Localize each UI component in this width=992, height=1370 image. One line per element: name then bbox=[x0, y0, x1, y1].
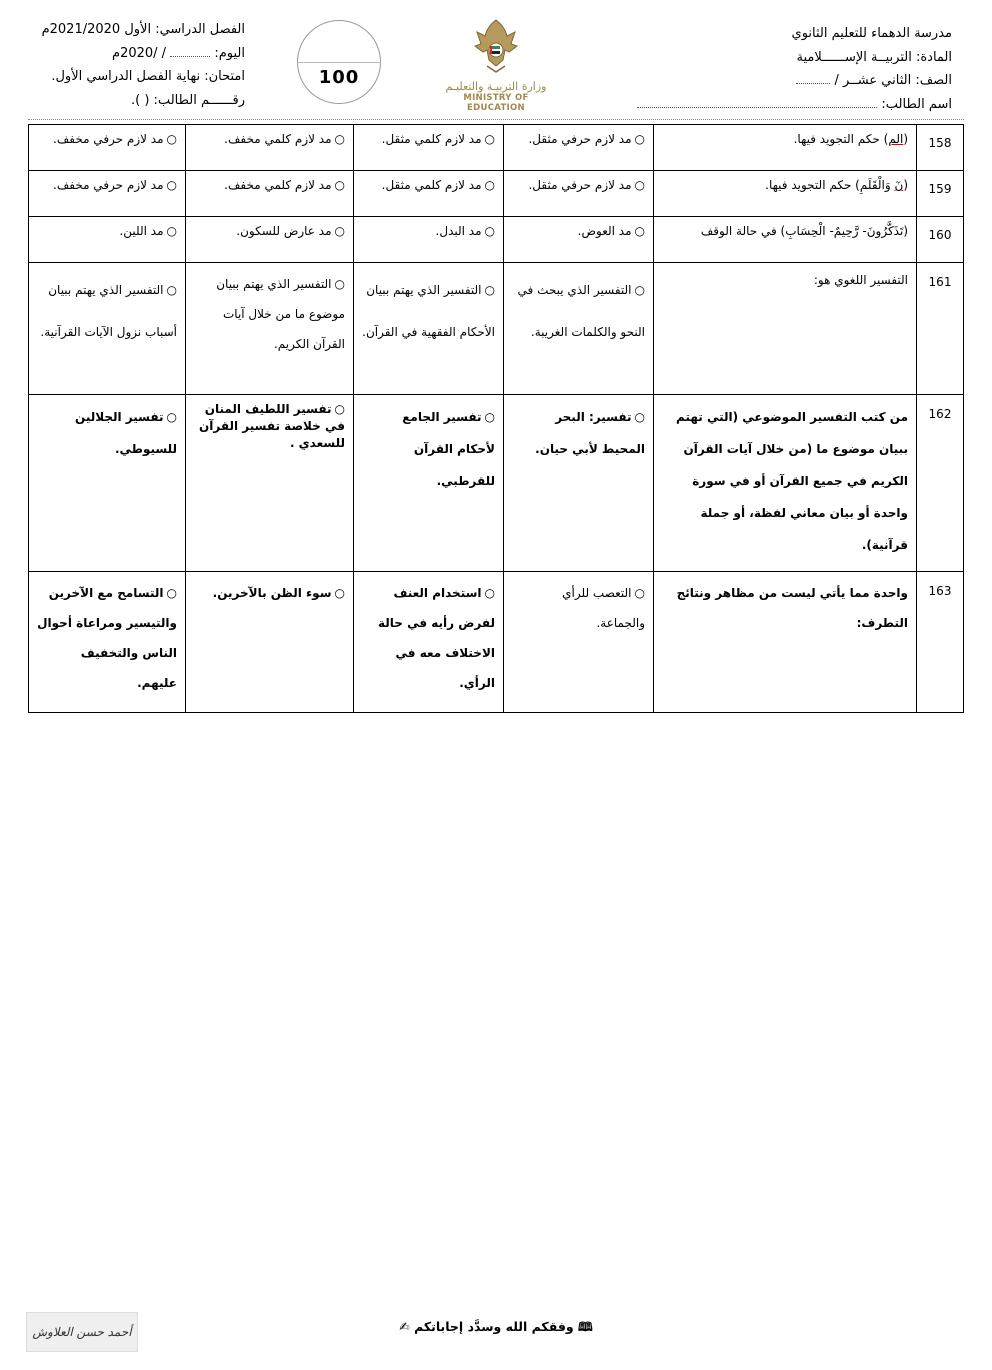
option-label: التفسير الذي يهتم ببيان الأحكام الفقهية في القرآن. bbox=[362, 283, 495, 339]
option-1[interactable] bbox=[504, 217, 654, 263]
radio-circle-icon: ○ bbox=[484, 224, 495, 238]
footer-message bbox=[0, 1318, 992, 1339]
radio-circle-icon: ○ bbox=[484, 178, 495, 192]
question-number: 160 bbox=[917, 217, 964, 263]
stem-text: وَالْقَلَمِ) حكم التجويد فيها. bbox=[765, 178, 895, 192]
radio-circle-icon: ○ bbox=[166, 178, 177, 192]
option-label: مد لازم كلمي مخفف. bbox=[224, 132, 332, 146]
score-divider bbox=[297, 62, 381, 63]
option-2[interactable] bbox=[354, 125, 504, 171]
radio-circle-icon: ○ bbox=[166, 224, 177, 238]
question-row-161 bbox=[29, 263, 964, 395]
semester-label: الفصل الدراسي: الأول 2021/2020م bbox=[41, 22, 245, 37]
option-4[interactable] bbox=[29, 125, 186, 171]
radio-circle-icon: ○ bbox=[484, 283, 495, 297]
radio-circle-icon: ○ bbox=[334, 402, 345, 416]
stem-marked-word: الم bbox=[888, 132, 904, 146]
question-row-159 bbox=[29, 171, 964, 217]
option-4[interactable] bbox=[29, 263, 186, 395]
ministry-logo bbox=[436, 16, 556, 113]
student-name-blank bbox=[637, 95, 877, 108]
ministry-name-ar: وزارة التربيـة والتعليـم bbox=[445, 80, 547, 93]
question-number: 162 bbox=[917, 395, 964, 572]
question-number: 163 bbox=[917, 572, 964, 713]
option-3[interactable] bbox=[186, 217, 354, 263]
subject-label: المادة: التربيــة الإســــــلامية bbox=[796, 49, 952, 65]
pen-icon: ✍ bbox=[399, 1319, 410, 1334]
book-icon: 🕮 bbox=[578, 1319, 593, 1334]
option-label: مد عارض للسكون. bbox=[236, 224, 332, 238]
option-label: تفسير الجلالين للسيوطي. bbox=[75, 410, 177, 456]
questions-table bbox=[28, 124, 964, 713]
score-circle bbox=[297, 20, 381, 104]
stem-marked-word: نٓ bbox=[894, 178, 904, 192]
question-row-163 bbox=[29, 572, 964, 713]
question-stem bbox=[654, 125, 917, 171]
option-label: مد لازم حرفي مثقل. bbox=[528, 132, 632, 146]
radio-circle-icon: ○ bbox=[334, 224, 345, 238]
option-1[interactable] bbox=[504, 263, 654, 395]
option-label: تفسير اللطيف المنان في خلاصة تفسير القرآن للسعدي . bbox=[199, 402, 345, 450]
exam-label: امتحان: نهاية الفصل الدراسي الأول. bbox=[51, 69, 245, 84]
option-1[interactable] bbox=[504, 171, 654, 217]
student-number-label: رقــــــم الطالب: ( ). bbox=[131, 92, 245, 108]
option-label: التفسير الذي يهتم ببيان موضوع ما من خلال آيات القرآن الكريم. bbox=[216, 277, 345, 351]
question-row-162 bbox=[29, 395, 964, 572]
uae-emblem-icon bbox=[473, 16, 519, 76]
option-label: تفسير الجامع لأحكام القرآن للقرطبي. bbox=[402, 410, 495, 488]
day-date-field bbox=[30, 42, 245, 66]
question-stem: (تَذَكَّرُونَ- رَّحِيمٌ- الْحِسَابِ) في حالة الوقف bbox=[654, 217, 917, 263]
radio-circle-icon: ○ bbox=[634, 410, 645, 424]
radio-circle-icon: ○ bbox=[484, 410, 495, 424]
date-label: / /2020م bbox=[112, 45, 167, 61]
exam-info bbox=[30, 18, 245, 112]
option-label: التفسير الذي يهتم ببيان أسباب نزول الآيات القرآنية. bbox=[40, 283, 177, 339]
question-row-160 bbox=[29, 217, 964, 263]
radio-circle-icon: ○ bbox=[334, 132, 345, 146]
option-label: التسامح مع الآخرين والتيسير ومراعاة أحوال الناس والتخفيف عليهم. bbox=[37, 586, 177, 690]
student-name-label: اسم الطالب: bbox=[881, 96, 952, 112]
ministry-name-en: MINISTRY OF EDUCATION bbox=[463, 93, 529, 113]
radio-circle-icon: ○ bbox=[166, 283, 177, 297]
option-1[interactable] bbox=[504, 125, 654, 171]
option-label: مد لازم حرفي مخفف. bbox=[53, 178, 164, 192]
radio-circle-icon: ○ bbox=[634, 132, 645, 146]
header-separator bbox=[28, 119, 964, 120]
question-number: 159 bbox=[917, 171, 964, 217]
option-3[interactable] bbox=[186, 125, 354, 171]
option-2[interactable] bbox=[354, 263, 504, 395]
radio-circle-icon: ○ bbox=[334, 178, 345, 192]
question-number: 161 bbox=[917, 263, 964, 395]
radio-circle-icon: ○ bbox=[634, 283, 645, 297]
option-3[interactable] bbox=[186, 572, 354, 713]
stem-open-paren: ( bbox=[903, 132, 908, 146]
day-blank bbox=[170, 44, 210, 57]
option-1[interactable] bbox=[504, 572, 654, 713]
option-label: سوء الظن بالآخرين. bbox=[212, 586, 332, 600]
option-label: استخدام العنف لفرض رأيه في حالة الاختلاف معه في الرأي. bbox=[377, 586, 495, 690]
question-number: 158 bbox=[917, 125, 964, 171]
option-2[interactable] bbox=[354, 171, 504, 217]
grade-blank bbox=[796, 71, 830, 84]
radio-circle-icon: ○ bbox=[634, 178, 645, 192]
option-1[interactable] bbox=[504, 395, 654, 572]
stem-text: ) حكم التجويد فيها. bbox=[793, 132, 889, 146]
option-4[interactable] bbox=[29, 217, 186, 263]
option-label: مد لازم حرفي مخفف. bbox=[53, 132, 164, 146]
option-3[interactable] bbox=[186, 171, 354, 217]
option-2[interactable] bbox=[354, 572, 504, 713]
stem-open-paren: ( bbox=[903, 178, 908, 192]
radio-circle-icon: ○ bbox=[484, 132, 495, 146]
radio-circle-icon: ○ bbox=[166, 410, 177, 424]
question-stem bbox=[654, 171, 917, 217]
option-2[interactable] bbox=[354, 217, 504, 263]
radio-circle-icon: ○ bbox=[166, 586, 177, 600]
radio-circle-icon: ○ bbox=[484, 586, 495, 600]
grade-field bbox=[622, 69, 952, 93]
radio-circle-icon: ○ bbox=[166, 132, 177, 146]
footer-text: وفقكم الله وسدَّد إجاباتكم bbox=[414, 1319, 574, 1334]
school-name: مدرسة الدهماء للتعليم الثانوي bbox=[791, 26, 952, 41]
option-3[interactable] bbox=[186, 263, 354, 395]
option-4[interactable] bbox=[29, 171, 186, 217]
question-row-158 bbox=[29, 125, 964, 171]
option-label: مد لازم كلمي مثقل. bbox=[381, 178, 482, 192]
student-name-field bbox=[622, 93, 952, 117]
option-label: مد العوض. bbox=[577, 224, 632, 238]
option-label: مد البدل. bbox=[435, 224, 482, 238]
option-label: التعصب للرأي والجماعة. bbox=[562, 586, 645, 630]
radio-circle-icon: ○ bbox=[634, 586, 645, 600]
option-label: تفسير: البحر المحيط لأبي حيان. bbox=[535, 410, 645, 456]
radio-circle-icon: ○ bbox=[634, 224, 645, 238]
radio-circle-icon: ○ bbox=[334, 586, 345, 600]
option-label: مد لازم حرفي مثقل. bbox=[528, 178, 632, 192]
option-label: مد لازم كلمي مخفف. bbox=[224, 178, 332, 192]
radio-circle-icon: ○ bbox=[334, 277, 345, 291]
option-label: مد لازم كلمي مثقل. bbox=[381, 132, 482, 146]
option-label: مد اللين. bbox=[119, 224, 164, 238]
option-label: التفسير الذي يبحث في النحو والكلمات الغريبة. bbox=[517, 283, 645, 339]
day-label: اليوم: bbox=[214, 45, 245, 61]
score-value: 100 bbox=[318, 67, 360, 88]
option-2[interactable] bbox=[354, 395, 504, 572]
question-stem: واحدة مما يأتي ليست من مظاهر ونتائج التطرف: bbox=[654, 572, 917, 713]
grade-label: الصف: الثاني عشــر / bbox=[834, 73, 952, 88]
option-4[interactable] bbox=[29, 395, 186, 572]
option-3[interactable] bbox=[186, 395, 354, 572]
teacher-signature: أحمد حسن العلاوش bbox=[26, 1312, 138, 1352]
school-header bbox=[622, 22, 952, 116]
option-4[interactable] bbox=[29, 572, 186, 713]
question-stem: من كتب التفسير الموضوعي (التي تهتم ببيان موضوع ما (من خلال آيات القرآن الكريم في جميع القرآن أو في سورة واحدة أو بيان معاني لفظة، أو جملة قرآنية). bbox=[654, 395, 917, 572]
question-stem: التفسير اللغوي هو: bbox=[654, 263, 917, 395]
